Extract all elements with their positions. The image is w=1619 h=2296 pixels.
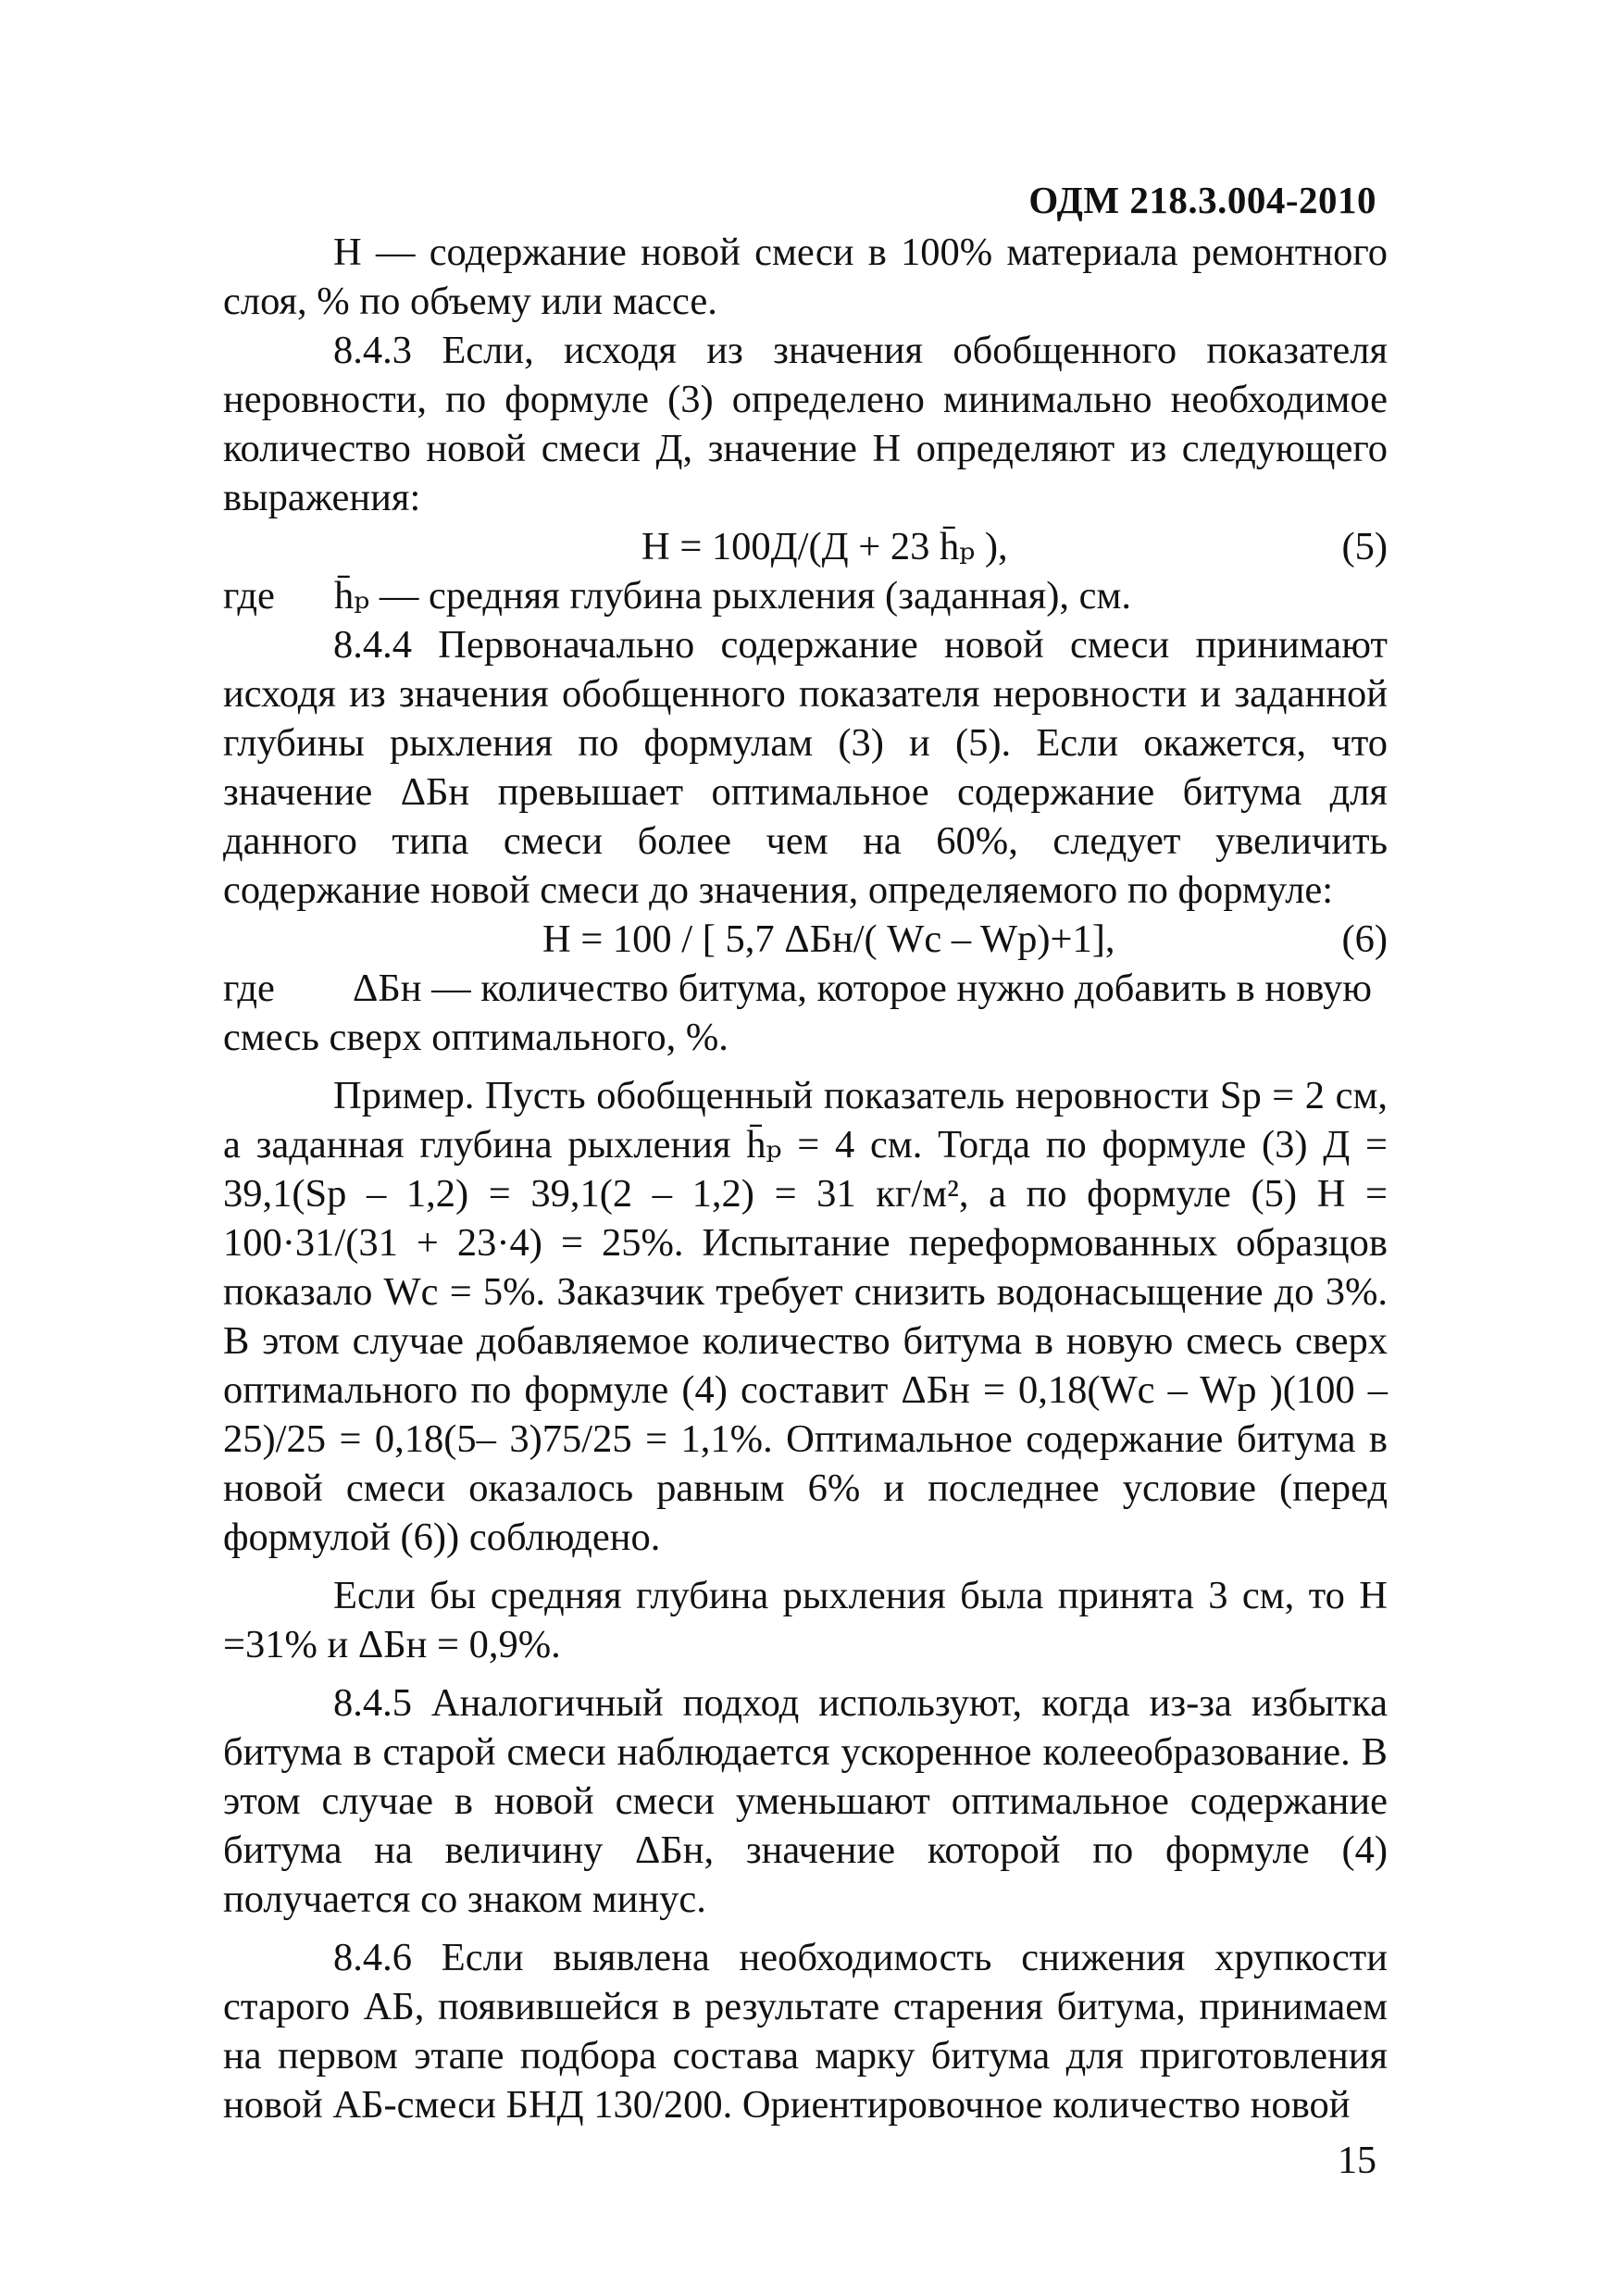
formula-6: Н = 100 / [ 5,7 ΔБн/( Wc – Wp)+1], bbox=[542, 917, 1115, 961]
formula-5-number: (5) bbox=[1341, 525, 1388, 568]
where-hp-text: h̄ₚ — средняя глубина рыхления (заданная), см. bbox=[334, 574, 1132, 618]
paragraph-8-4-3: 8.4.3 Если, исходя из значения обобщенного показателя неровности, по формуле (3) определено минимально необходимое количество новой смеси Д, значение Н определяют из следующего выражения: bbox=[223, 329, 1388, 519]
document-code-header: ОДМ 218.3.004-2010 bbox=[1028, 179, 1376, 221]
page-number: 15 bbox=[1338, 2140, 1376, 2182]
where-label: где bbox=[223, 967, 275, 1010]
paragraph-h-definition: Н — содержание новой смеси в 100% материала ремонтного слоя, % по объему или массе. bbox=[223, 231, 1388, 323]
formula-6-line bbox=[223, 915, 1388, 964]
paragraph-8-4-6: 8.4.6 Если выявлена необходимость снижения хрупкости старого АБ, появившейся в результате старения битума, принимаем на первом этапе подбора состава марку битума для приготовления новой АБ-смеси БНД 130/200. Ориентировочное количество новой bbox=[223, 1936, 1388, 2127]
formula-5-line bbox=[223, 522, 1388, 571]
paragraph-8-4-5: 8.4.5 Аналогичный подход используют, когда из-за избытка битума в старой смеси наблюдается ускоренное колееобразование. В этом случае в новой смеси уменьшают оптимальное содержание битума на величину ΔБн, значение которой по формуле (4) получается со знаком минус. bbox=[223, 1681, 1388, 1921]
where-hp-line bbox=[223, 571, 1388, 620]
where-delta-b-text: ΔБн — количество битума, которое нужно добавить в новую bbox=[353, 967, 1372, 1010]
paragraph-alt-depth: Если бы средняя глубина рыхления была принята 3 см, то Н =31% и ΔБн = 0,9%. bbox=[223, 1574, 1388, 1666]
formula-6-number: (6) bbox=[1341, 917, 1388, 961]
where-delta-b-continuation: смесь сверх оптимального, %. bbox=[223, 1016, 729, 1059]
document-body bbox=[223, 228, 1388, 2129]
paragraph-example: Пример. Пусть обобщенный показатель неровности Sp = 2 см, а заданная глубина рыхления h̄ₚ = 4 см. Тогда по формуле (3) Д = 39,1(Sp – 1,2) = 39,1(2 – 1,2) = 31 кг/м², а по формуле (5) Н = 100·31/(31 + 23·4) = 25%. Испытание переформованных образцов показало Wc = 5%. Заказчик требует снизить водонасыщение до 3%. В этом случае добавляемое количество битума в новую смесь сверх оптимального по формуле (4) составит ΔБн = 0,18(Wc – Wp )(100 – 25)/25 = 0,18(5– 3)75/25 = 1,1%. Оптимальное содержание битума в новой смеси оказалось равным 6% и последнее условие (перед формулой (6)) соблюдено. bbox=[223, 1074, 1388, 1559]
paragraph-8-4-4: 8.4.4 Первоначально содержание новой смеси принимают исходя из значения обобщенного показателя неровности и заданной глубины рыхления по формулам (3) и (5). Если окажется, что значение ΔБн превышает оптимальное содержание битума для данного типа смеси более чем на 60%, следует увеличить содержание новой смеси до значения, определяемого по формуле: bbox=[223, 623, 1388, 912]
formula-5: Н = 100Д/(Д + 23 h̄ₚ ), bbox=[641, 525, 1008, 568]
where-label: где bbox=[223, 574, 275, 618]
where-delta-b-line bbox=[223, 964, 1388, 1013]
